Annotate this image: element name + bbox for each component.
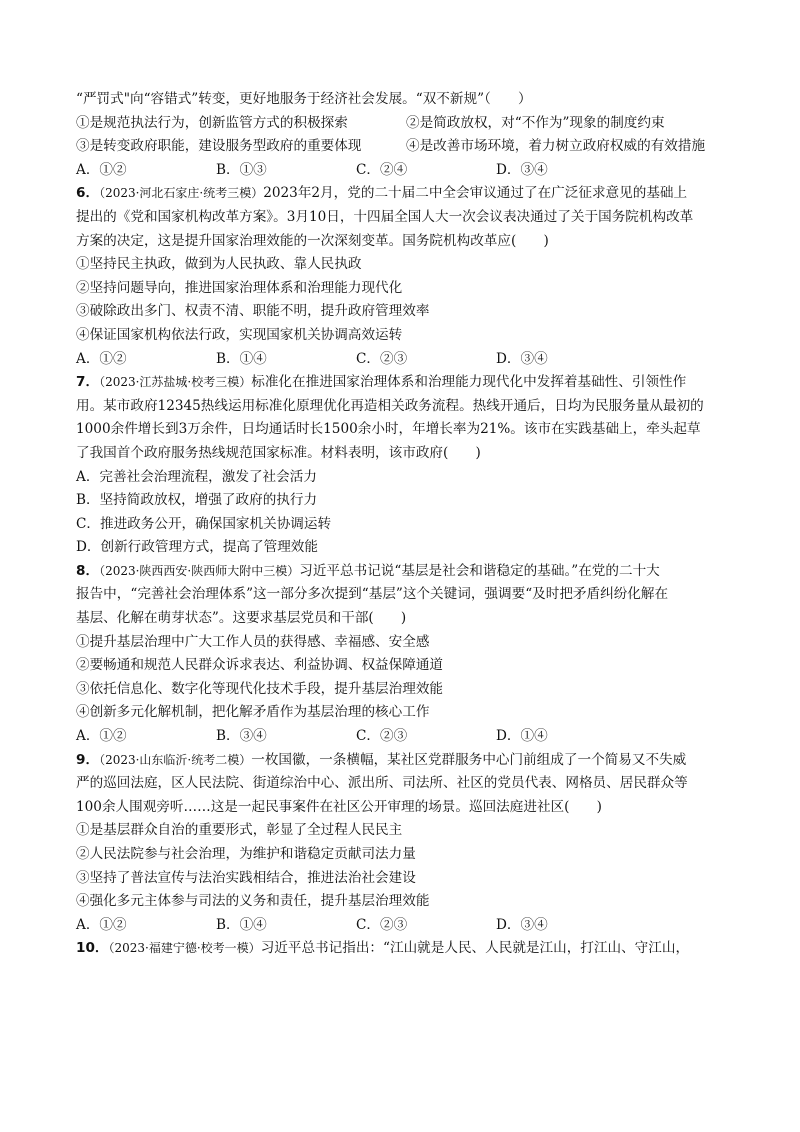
- q7-choice-c[interactable]: C．推进政务公开，确保国家机关协调运转: [76, 515, 332, 532]
- q6-statement-4: ④保证国家机构依法行政，实现国家机关协调高效运转: [76, 326, 403, 343]
- q9-stem-line-3: 100余人围观旁听……这是一起民事案件在社区公开审理的场景。巡回法庭进社区( ): [76, 798, 602, 815]
- q6-stem-text-1: 2023年2月，党的二十届二中全会审议通过了在广泛征求意见的基础上: [263, 185, 688, 202]
- q7-choice-a[interactable]: A．完善社会治理流程，激发了社会活力: [76, 468, 317, 485]
- q8-number: 8．: [76, 562, 100, 579]
- q5-statement-4: ④是改善市场环境，着力树立政府权威的有效措施: [406, 138, 706, 155]
- q6-number: 6．: [76, 185, 100, 202]
- q6-stem-line-3: 方案的决定，这是提升国家治理效能的一次深刻变革。国务院机构改革应( ): [76, 232, 549, 249]
- q9-stem-line-1: [76, 749, 736, 773]
- exam-page: [76, 88, 736, 961]
- q6-option-b[interactable]: B．①④: [216, 350, 267, 367]
- q9-source: （2023·山东临沂·统考二模）: [99, 752, 252, 767]
- q9-statement-4: ④强化多元主体参与司法的义务和责任，提升基层治理效能: [76, 893, 430, 910]
- q8-statement-4: ④创新多元化解机制，把化解矛盾作为基层治理的核心工作: [76, 704, 430, 721]
- q6-statement-3: ③破除政出多门、权责不清、职能不明，提升政府管理效率: [76, 303, 430, 320]
- q8-statement-3: ③依托信息化、数字化等现代化技术手段，提升基层治理效能: [76, 680, 444, 697]
- q5-option-d[interactable]: D．③④: [496, 161, 548, 178]
- q7-number: 7．: [76, 374, 100, 391]
- q9-option-c[interactable]: C．②③: [356, 916, 408, 933]
- q7-stem-line-1: [76, 371, 736, 395]
- q6-stem-line-1: [76, 182, 736, 206]
- q8-option-c[interactable]: C．②③: [356, 728, 408, 745]
- q8-statement-2: ②要畅通和规范人民群众诉求表达、利益协调、权益保障通道: [76, 657, 444, 674]
- q9-option-a[interactable]: A．①②: [76, 916, 127, 933]
- q6-stem-line-2: 提出的《党和国家机构改革方案》。3月10日，十四届全国人大一次会议表决通过了关于国务院机构改革: [76, 208, 694, 225]
- q8-stem-line-2: 报告中，“完善社会治理体系”这一部分多次提到“基层”这个关键词，强调要“及时把矛盾纠纷化解在: [76, 586, 669, 603]
- q8-stem-text-1: 习近平总书记说“基层是社会和谐稳定的基础。”在党的二十大: [299, 562, 660, 579]
- q9-statement-1: ①是基层群众自治的重要形式，彰显了全过程人民民主: [76, 822, 403, 839]
- q9-statement-2: ②人民法院参与社会治理，为维护和谐稳定贡献司法力量: [76, 846, 416, 862]
- q6-statement-1: ①坚持民主执政，做到为人民执政、靠人民执政: [76, 256, 362, 273]
- q5-statement-2: ②是简政放权，对“不作为”现象的制度约束: [406, 114, 665, 131]
- q5-option-c[interactable]: C．②④: [356, 161, 408, 178]
- q7-stem-line-2: 用。某市政府12345热线运用标准化原理优化再造相关政务流程。热线开通后，日均为民服务量从最初的: [76, 397, 704, 414]
- q5-stem-tail: “严罚式"向“容错式”转变，更好地服务于经济社会发展。“双不新规”（ ）: [76, 91, 532, 107]
- q9-stem-line-2: 严的巡回法庭，区人民法院、街道综治中心、派出所、司法所、社区的党员代表、网格员、居民群众等: [76, 775, 688, 792]
- q7-choice-b[interactable]: B．坚持简政放权，增强了政府的执行力: [76, 492, 318, 509]
- q5-option-a[interactable]: A．①②: [76, 161, 127, 178]
- q5-statement-3: ③是转变政府职能，建设服务型政府的重要体现: [76, 138, 362, 155]
- q6-options: [76, 348, 736, 372]
- q5-option-b[interactable]: B．①③: [216, 161, 267, 178]
- q6-statement-2: ②坚持问题导向，推进国家治理体系和治理能力现代化: [76, 279, 403, 296]
- q6-option-c[interactable]: C．②③: [356, 350, 408, 367]
- q8-stem-line-1: [76, 560, 736, 584]
- q9-option-d[interactable]: D．③④: [496, 916, 548, 933]
- q6-option-d[interactable]: D．③④: [496, 350, 548, 367]
- q9-options: [76, 914, 736, 938]
- q7-stem-line-3: 1000余件增长到3万余件，日均通话时长1500余小时，年增长率为21%。该市在实践基础上，牵头起草: [76, 421, 701, 438]
- q9-option-b[interactable]: B．①④: [216, 916, 267, 933]
- q8-option-d[interactable]: D．①④: [496, 728, 548, 745]
- q9-stem-text-1: 一枚国徽，一条横幅，某社区党群服务中心门前组成了一个简易又不失威: [251, 751, 687, 768]
- q8-stem-line-3: 基层、化解在萌芽状态”。这要求基层党员和干部( ): [76, 610, 407, 627]
- q9-statement-3: ③坚持了普法宣传与法治实践相结合，推进法治社会建设: [76, 869, 416, 886]
- q5-statements-row-1: [76, 112, 736, 136]
- q7-choice-d[interactable]: D．创新行政管理方式，提高了管理效能: [76, 539, 318, 556]
- q6-option-a[interactable]: A．①②: [76, 350, 127, 367]
- q8-option-b[interactable]: B．③④: [216, 728, 267, 745]
- q10-stem-line-1: [76, 937, 736, 961]
- q5-options: [76, 159, 736, 183]
- q7-stem-line-4: 了我国首个政府服务热线规范国家标准。材料表明，该市政府( ): [76, 444, 481, 461]
- q6-source: （2023·河北石家庄·统考三模）: [99, 186, 264, 201]
- q9-number: 9．: [76, 751, 100, 768]
- q10-number: 10．: [76, 940, 109, 957]
- q10-stem-text-1: 习近平总书记指出：“江山就是人民、人民就是江山，打江山、守江山，: [260, 940, 690, 957]
- q8-options: [76, 725, 736, 749]
- q7-source: （2023·江苏盐城·校考三模）: [99, 375, 252, 390]
- q5-statements-row-2: [76, 135, 736, 159]
- q7-stem-text-1: 标准化在推进国家治理体系和治理能力现代化中发挥着基础性、引领性作: [251, 374, 687, 391]
- q10-source: （2023·福建宁德·校考一模）: [108, 941, 261, 956]
- q8-source: （2023·陕西西安·陕西师大附中三模）: [99, 563, 300, 578]
- q8-statement-1: ①提升基层治理中广大工作人员的获得感、幸福感、安全感: [76, 633, 430, 650]
- q5-statement-1: ①是规范执法行为，创新监管方式的积极探索: [76, 114, 348, 131]
- q8-option-a[interactable]: A．①②: [76, 728, 127, 745]
